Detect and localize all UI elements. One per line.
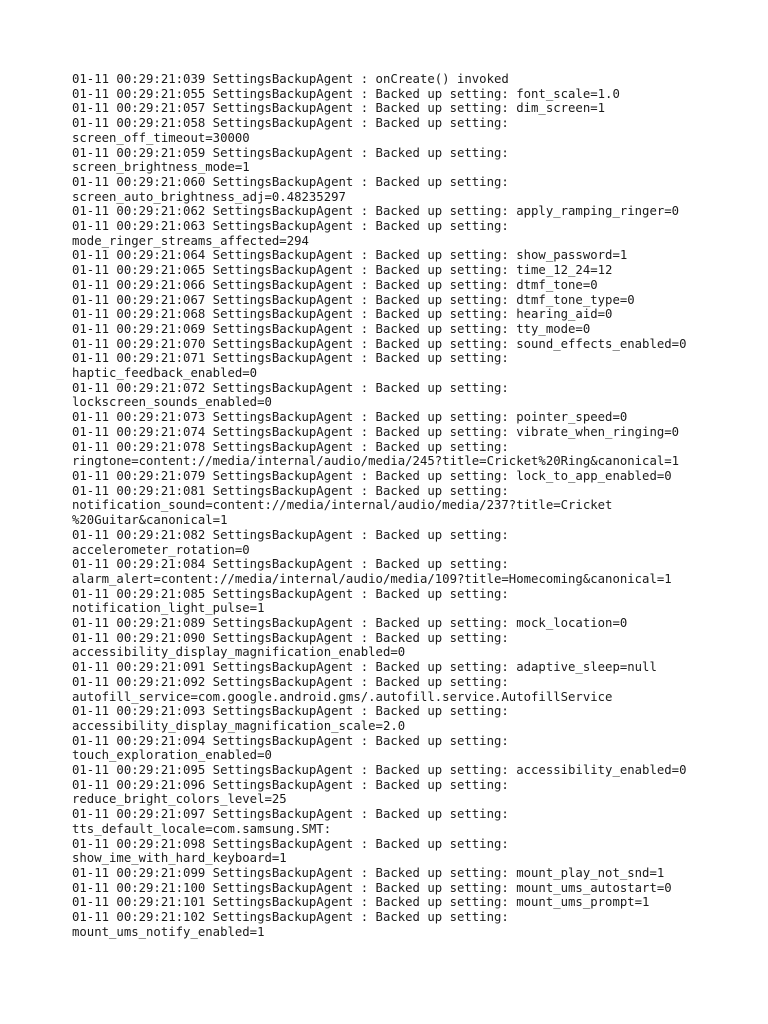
log-line: reduce_bright_colors_level=25 <box>72 792 287 807</box>
log-line: 01-11 00:29:21:095 SettingsBackupAgent : Backed up setting: accessibility_enabled=0 <box>72 763 687 778</box>
log-line: 01-11 00:29:21:060 SettingsBackupAgent : Backed up setting: <box>72 174 509 189</box>
log-line: 01-11 00:29:21:039 SettingsBackupAgent : onCreate() invoked <box>72 72 509 86</box>
log-line: accessibility_display_magnification_scale=2.0 <box>72 718 406 733</box>
log-line: accessibility_display_magnification_enabled=0 <box>72 645 406 660</box>
log-line: 01-11 00:29:21:097 SettingsBackupAgent : Backed up setting: <box>72 807 509 822</box>
log-line: 01-11 00:29:21:070 SettingsBackupAgent : Backed up setting: sound_effects_enabled=0 <box>72 336 687 351</box>
log-line: 01-11 00:29:21:094 SettingsBackupAgent : Backed up setting: <box>72 733 509 748</box>
log-line: 01-11 00:29:21:073 SettingsBackupAgent : Backed up setting: pointer_speed=0 <box>72 410 628 425</box>
log-line: tts_default_locale=com.samsung.SMT: <box>72 821 332 836</box>
log-line: ringtone=content://media/internal/audio/media/245?title=Cricket%20Ring&canonical=1 <box>72 454 680 469</box>
log-line: 01-11 00:29:21:067 SettingsBackupAgent : Backed up setting: dtmf_tone_type=0 <box>72 292 635 307</box>
log-line: mount_ums_notify_enabled=1 <box>72 924 265 939</box>
log-line: 01-11 00:29:21:099 SettingsBackupAgent : Backed up setting: mount_play_not_snd=1 <box>72 865 665 880</box>
log-line: 01-11 00:29:21:068 SettingsBackupAgent : Backed up setting: hearing_aid=0 <box>72 307 613 322</box>
log-line: mode_ringer_streams_affected=294 <box>72 233 309 248</box>
log-line: 01-11 00:29:21:069 SettingsBackupAgent : Backed up setting: tty_mode=0 <box>72 321 591 336</box>
log-line: 01-11 00:29:21:084 SettingsBackupAgent : Backed up setting: <box>72 557 509 572</box>
log-line: 01-11 00:29:21:059 SettingsBackupAgent : Backed up setting: <box>72 145 509 160</box>
log-line: show_ime_with_hard_keyboard=1 <box>72 851 287 866</box>
log-line: haptic_feedback_enabled=0 <box>72 366 258 381</box>
log-line: 01-11 00:29:21:091 SettingsBackupAgent : Backed up setting: adaptive_sleep=null <box>72 660 657 675</box>
log-line: 01-11 00:29:21:058 SettingsBackupAgent : Backed up setting: <box>72 116 509 131</box>
log-line: autofill_service=com.google.android.gms/.autofill.service.AutofillService <box>72 689 613 704</box>
log-line: 01-11 00:29:21:063 SettingsBackupAgent : Backed up setting: <box>72 219 509 234</box>
log-text <box>72 72 732 939</box>
log-line: 01-11 00:29:21:096 SettingsBackupAgent : Backed up setting: <box>72 777 509 792</box>
log-line: 01-11 00:29:21:066 SettingsBackupAgent : Backed up setting: dtmf_tone=0 <box>72 277 598 292</box>
log-line: 01-11 00:29:21:092 SettingsBackupAgent : Backed up setting: <box>72 674 509 689</box>
log-line: 01-11 00:29:21:072 SettingsBackupAgent : Backed up setting: <box>72 380 509 395</box>
log-line: accelerometer_rotation=0 <box>72 542 250 557</box>
log-line: screen_brightness_mode=1 <box>72 160 250 175</box>
log-line: 01-11 00:29:21:071 SettingsBackupAgent : Backed up setting: <box>72 351 509 366</box>
log-line: 01-11 00:29:21:089 SettingsBackupAgent : Backed up setting: mock_location=0 <box>72 616 628 631</box>
log-line: screen_off_timeout=30000 <box>72 130 250 145</box>
log-line: 01-11 00:29:21:101 SettingsBackupAgent : Backed up setting: mount_ums_prompt=1 <box>72 895 650 910</box>
log-line: 01-11 00:29:21:064 SettingsBackupAgent : Backed up setting: show_password=1 <box>72 248 628 263</box>
log-line: touch_exploration_enabled=0 <box>72 748 272 763</box>
log-line: 01-11 00:29:21:082 SettingsBackupAgent : Backed up setting: <box>72 527 509 542</box>
log-line: screen_auto_brightness_adj=0.48235297 <box>72 189 346 204</box>
log-line: 01-11 00:29:21:098 SettingsBackupAgent : Backed up setting: <box>72 836 509 851</box>
log-line: 01-11 00:29:21:100 SettingsBackupAgent : Backed up setting: mount_ums_autostart=0 <box>72 880 672 895</box>
log-line: 01-11 00:29:21:079 SettingsBackupAgent : Backed up setting: lock_to_app_enabled=0 <box>72 468 672 483</box>
log-line: 01-11 00:29:21:078 SettingsBackupAgent : Backed up setting: <box>72 439 509 454</box>
log-line: lockscreen_sounds_enabled=0 <box>72 395 272 410</box>
log-line: alarm_alert=content://media/internal/audio/media/109?title=Homecoming&canonical=1 <box>72 571 672 586</box>
log-line: 01-11 00:29:21:090 SettingsBackupAgent : Backed up setting: <box>72 630 509 645</box>
log-line: 01-11 00:29:21:065 SettingsBackupAgent : Backed up setting: time_12_24=12 <box>72 263 613 278</box>
log-line: 01-11 00:29:21:093 SettingsBackupAgent : Backed up setting: <box>72 704 509 719</box>
log-line: 01-11 00:29:21:081 SettingsBackupAgent : Backed up setting: <box>72 483 509 498</box>
log-line: notification_light_pulse=1 <box>72 601 265 616</box>
log-line: 01-11 00:29:21:074 SettingsBackupAgent : Backed up setting: vibrate_when_ringing=0 <box>72 424 680 439</box>
log-line: 01-11 00:29:21:085 SettingsBackupAgent : Backed up setting: <box>72 586 509 601</box>
log-line: notification_sound=content://media/internal/audio/media/237?title=Cricket <box>72 498 613 513</box>
log-line: 01-11 00:29:21:057 SettingsBackupAgent : Backed up setting: dim_screen=1 <box>72 101 606 116</box>
log-line: %20Guitar&canonical=1 <box>72 513 228 528</box>
log-line: 01-11 00:29:21:062 SettingsBackupAgent : Backed up setting: apply_ramping_ringer=0 <box>72 204 680 219</box>
log-line: 01-11 00:29:21:102 SettingsBackupAgent : Backed up setting: <box>72 910 509 925</box>
log-line: 01-11 00:29:21:055 SettingsBackupAgent : Backed up setting: font_scale=1.0 <box>72 86 620 101</box>
